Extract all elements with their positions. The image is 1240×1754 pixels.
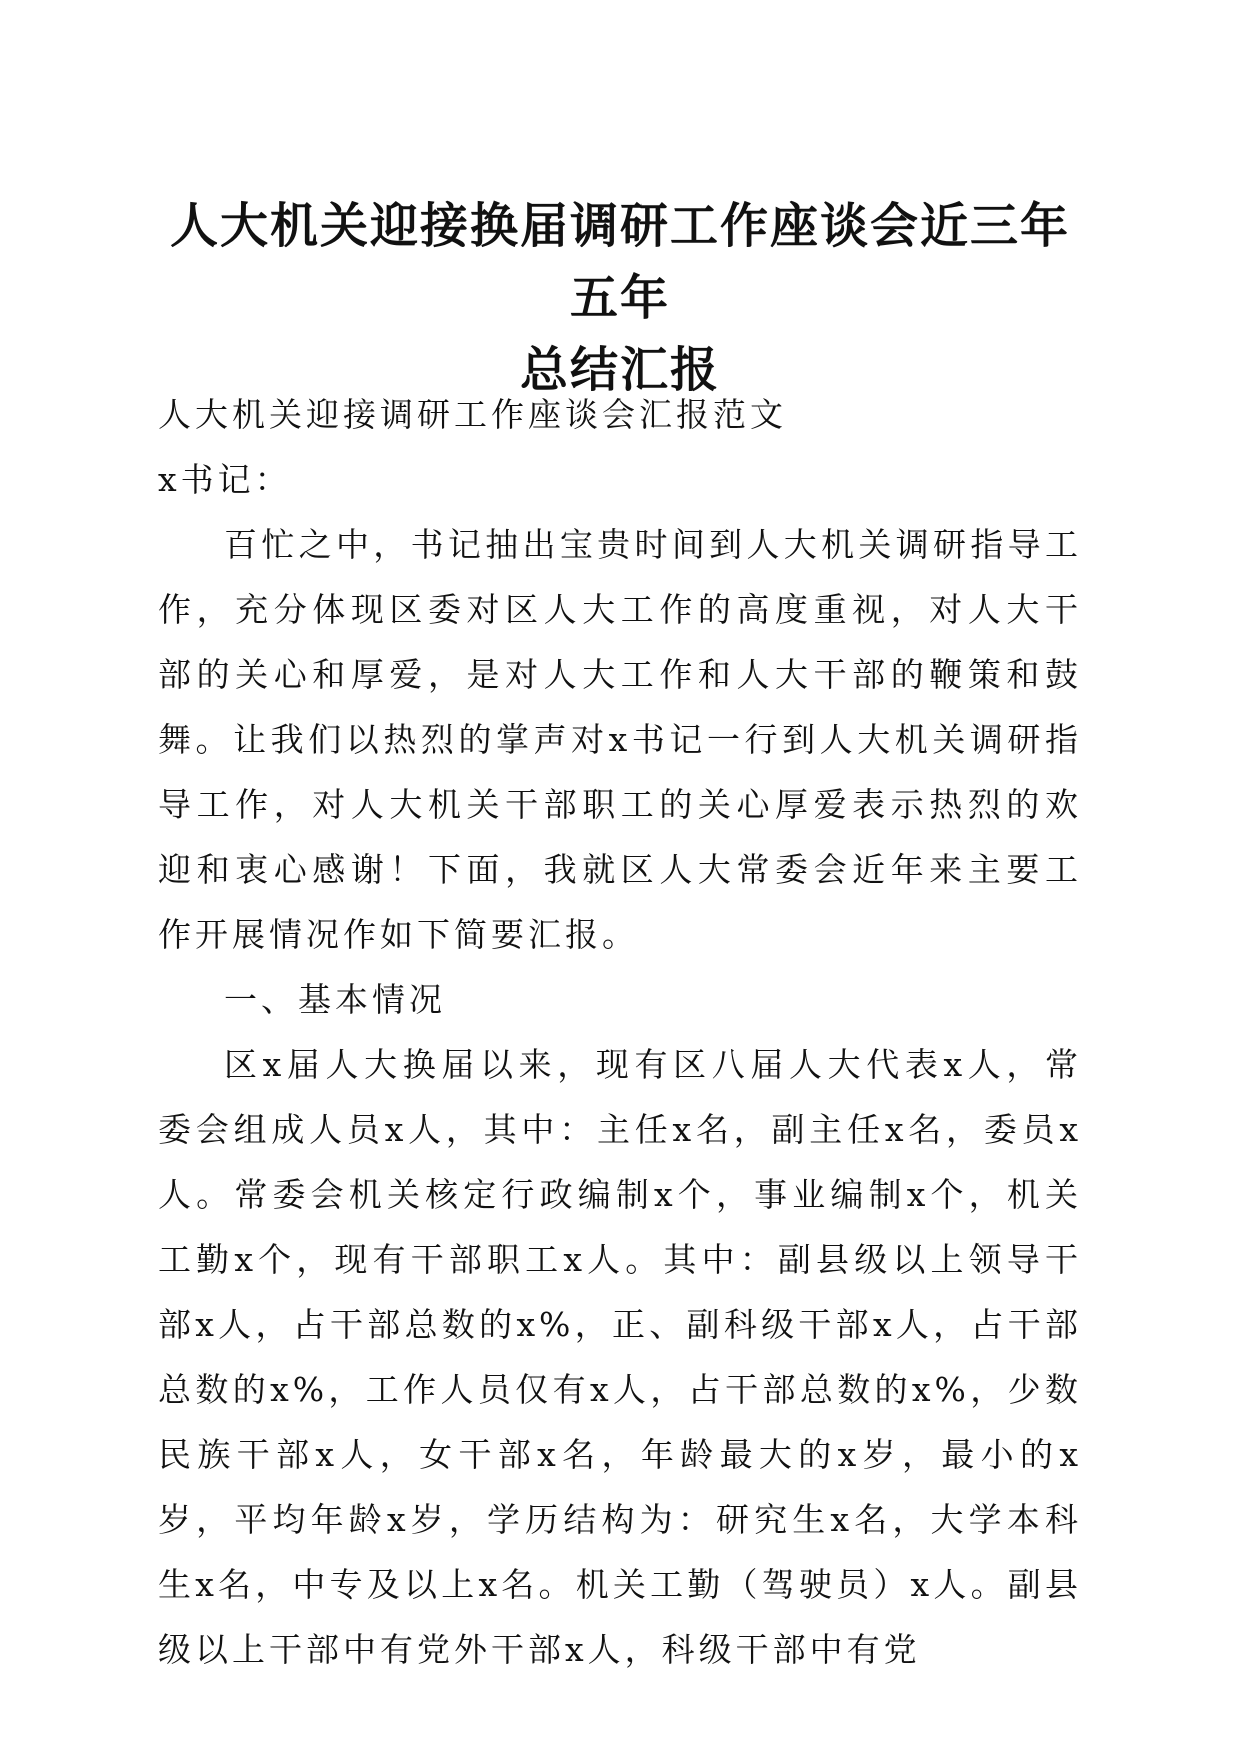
salutation: x书记： xyxy=(158,460,292,499)
title-line-1: 人大机关迎接换届调研工作座谈会近三年五年 xyxy=(169,198,1070,326)
paragraph-basic-situation: 区x届人大换届以来，现有区八届人大代表x人，常委会组成人员x人，其中：主任x名，副主任x名，委员x人。常委会机关核定行政编制x个，事业编制x个，机关工勤x个，现有干部职工x人。其中：副县级以上领导干部x人，占干部总数的x%，正、副科级干部x人，占干部总数的x%，工作人员仅有x人，占干部总数的x%，少数民族干部x人，女干部x名，年龄最大的x岁，最小的x岁，平均年龄x岁，学历结构为：研究生x名，大学本科生x名，中专及以上x名。机关工勤（驾驶员）x人。副县级以上干部中有党外干部x人，科级干部中有党 xyxy=(158,1045,1082,1669)
document-body xyxy=(158,382,1082,1682)
document-subtitle: 人大机关迎接调研工作座谈会汇报范文 xyxy=(158,395,787,434)
document-title xyxy=(150,190,1090,406)
paragraph-intro: 百忙之中，书记抽出宝贵时间到人大机关调研指导工作，充分体现区委对区人大工作的高度重视，对人大干部的关心和厚爱，是对人大工作和人大干部的鞭策和鼓舞。让我们以热烈的掌声对x书记一行到人大机关调研指导工作，对人大机关干部职工的关心厚爱表示热烈的欢迎和衷心感谢！下面，我就区人大常委会近年来主要工作开展情况作如下简要汇报。 xyxy=(158,525,1082,954)
title-line-2: 总结汇报 xyxy=(519,342,720,398)
section-heading-basic-situation: 一、基本情况 xyxy=(224,980,446,1019)
